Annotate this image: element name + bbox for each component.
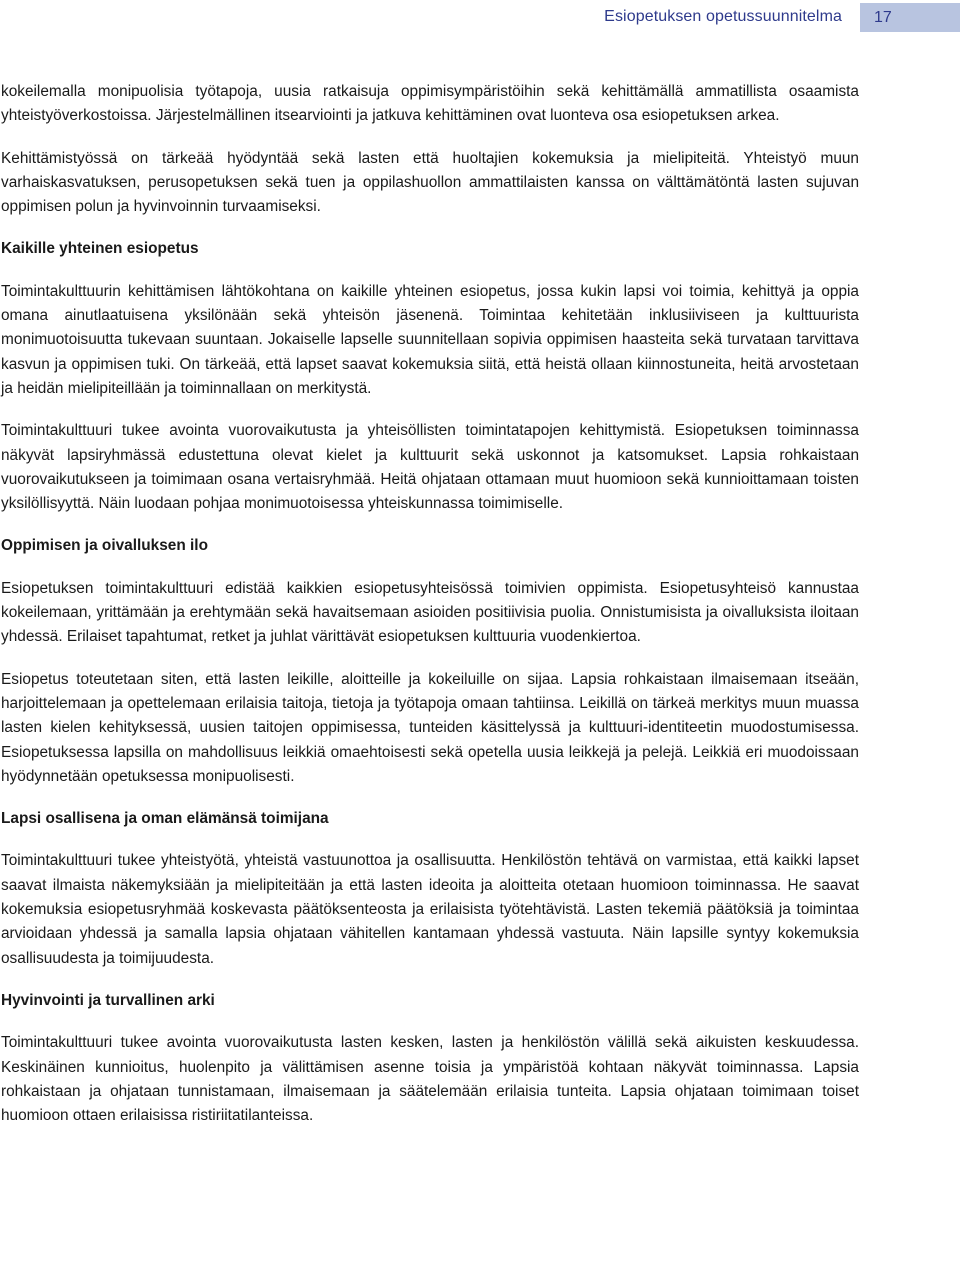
paragraph: Toimintakulttuuri tukee avointa vuorovaikutusta lasten kesken, lasten ja henkilöstön välillä sekä aikuisten keskuudessa. Keskinäinen kunnioitus, huolenpito ja välittämisen asenne toisia ja ympäristöä kohtaan näkyvät toiminnassa. Lapsia rohkaistaan ja ohjataan tunnistamaan, ilmaisemaan ja säätelemään erilaisia tunteita. Lapsia ohjataan toimimaan toiset huomioon ottaen erilaisissa ristiriitatilanteissa. bbox=[1, 1034, 859, 1125]
section-heading: Hyvinvointi ja turvallinen arki bbox=[1, 991, 215, 1009]
document-title: Esiopetuksen opetussuunnitelma bbox=[604, 8, 842, 25]
paragraph: Esiopetus toteutetaan siten, että lasten leikille, aloitteille ja kokeiluille on sijaa. Lapsia rohkaistaan ilmaisemaan itseään, harjoittelemaan ja opettelemaan erilaisia taitoja, tietoja ja työtapoja omaan tahtiinsa. Leikillä on tärkeä merkitys muun muassa lasten kielen kehityksessä, uusien taitojen oppimisessa, tunteiden käsittelyssä ja kulttuuri-identiteetin muodostumisessa. Esiopetuksessa lapsilla on mahdollisuus leikkiä omaehtoisesti sekä opetella uusia leikkejä ja pelejä. Leikkiä eri muodoissaan hyödynnetään opetuksessa monipuolisesti. bbox=[1, 670, 859, 785]
paragraph: Esiopetuksen toimintakulttuuri edistää kaikkien esiopetusyhteisössä toimivien oppimista. Esiopetusyhteisö kannustaa kokeilemaan, yrittämään ja erehtymään sekä havaitsemaan asioiden positiivisia puolia. Onnistumisista ja oivalluksista iloitaan yhdessä. Erilaiset tapahtumat, retket ja juhlat värittävät esiopetuksen kulttuuria vuodenkiertoa. bbox=[1, 579, 859, 646]
paragraph: Toimintakulttuuri tukee avointa vuorovaikutusta ja yhteisöllisten toimintatapojen kehittymistä. Esiopetuksen toiminnassa näkyvät lapsiryhmässä edustettuna olevat kielet ja kulttuurit sekä uskonnot ja katsomukset. Lapsia rohkaistaan vuorovaikutukseen ja toimimaan osana vertaisryhmää. Heitä ohjataan ottamaan muut huomioon sekä kunnioittamaan toisten yksilöllisyyttä. Näin luodaan pohjaa monimuotoisessa yhteiskunnassa toimimiselle. bbox=[1, 422, 859, 513]
paragraph: kokeilemalla monipuolisia työtapoja, uusia ratkaisuja oppimisympäristöihin sekä kehittämällä ammatillista osaamista yhteistyöverkostoissa. Järjestelmällinen itsearviointi ja jatkuva kehittäminen ovat luonteva osa esiopetuksen arkea. bbox=[1, 83, 859, 125]
page-number: 17 bbox=[860, 3, 960, 32]
paragraph: Toimintakulttuurin kehittämisen lähtökohtana on kaikille yhteinen esiopetus, jossa kukin lapsi voi toimia, kehittyä ja oppia omana ainutlaatuisena yksilönään sekä yhteisön jäsenenä. Toimintaa kehitetään inklusiiviseen ja kulttuurista monimuotoisuutta tukevaan suuntaan. Jokaiselle lapselle suunnitellaan sopivia oppimisen haasteita sekä turvataan tarvittava kasvun ja oppimisen tuki. On tärkeää, että lapset saavat kokemuksia siitä, että heistä ollaan kiinnostuneita, heitä arvostetaan ja heidän mielipiteillään ja toiminnallaan on merkitystä. bbox=[1, 282, 859, 397]
paragraph: Kehittämistyössä on tärkeää hyödyntää sekä lasten että huoltajien kokemuksia ja mielipiteitä. Yhteistyö muun varhaiskasvatuksen, perusopetuksen sekä tuen ja oppilashuollon ammattilaisten kanssa on välttämätöntä lasten sujuvan oppimisen polun ja hyvinvoinnin turvaamiseksi. bbox=[1, 149, 859, 216]
paragraph: Toimintakulttuuri tukee yhteistyötä, yhteistä vastuunottoa ja osallisuutta. Henkilöstön tehtävä on varmistaa, että kaikki lapset saavat ilmaista näkemyksiään ja mielipiteitään ja että lasten ideoita ja aloitteita otetaan huomioon toiminnassa. He saavat kokemuksia esiopetusryhmää koskevasta päätöksenteosta ja erilaisista työtehtävistä. Lasten tekemiä päätöksiä ja toimintaa arvioidaan yhdessä ja samalla lapsia ohjataan vähitellen kantamaan yhdessä vastuuta. Näin lapsille syntyy kokemuksia osallisuudesta ja toimijuudesta. bbox=[1, 852, 859, 967]
page-header bbox=[0, 0, 960, 34]
section-heading: Oppimisen ja oivalluksen ilo bbox=[1, 537, 208, 555]
page-body bbox=[1, 80, 859, 1146]
section-heading: Kaikille yhteinen esiopetus bbox=[1, 240, 199, 258]
section-heading: Lapsi osallisena ja oman elämänsä toimijana bbox=[1, 810, 329, 828]
